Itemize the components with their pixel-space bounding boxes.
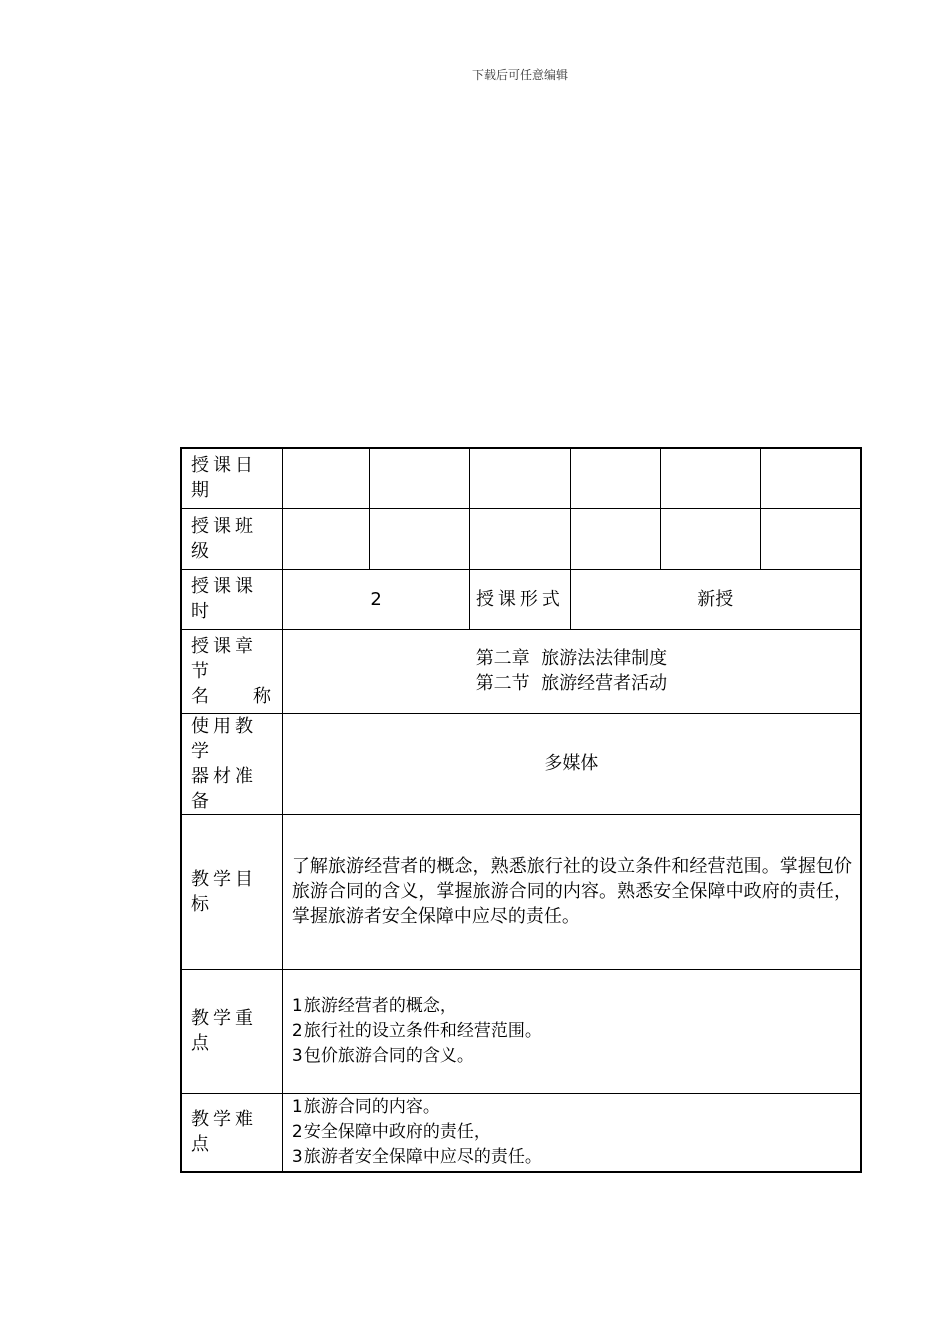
hours-value: 2 xyxy=(282,569,469,629)
class-label: 授课班级 xyxy=(181,508,282,569)
objective-label: 教学目标 xyxy=(181,814,282,969)
equipment-label-line-2: 器材准备 xyxy=(191,765,257,812)
date-cell-6[interactable] xyxy=(761,448,861,508)
class-cell-2[interactable] xyxy=(369,508,469,569)
objective-cell xyxy=(282,814,861,969)
chapter-label xyxy=(181,629,282,713)
difficulty-item: 2安全保障中政府的责任， xyxy=(291,1121,491,1142)
row-class xyxy=(181,508,861,569)
class-cell-4[interactable] xyxy=(570,508,660,569)
difficulties-cell xyxy=(282,1093,861,1172)
lesson-plan-table xyxy=(180,447,862,1173)
class-cell-6[interactable] xyxy=(761,508,861,569)
class-cell-1[interactable] xyxy=(282,508,369,569)
form-value: 新授 xyxy=(570,569,861,629)
date-cell-1[interactable] xyxy=(282,448,369,508)
date-label: 授课日期 xyxy=(181,448,282,508)
objective-text: 了解旅游经营者的概念，熟悉旅行社的设立条件和经营范围。掌握包价旅游合同的含义，掌握旅游合同的内容。熟悉安全保障中政府的责任，掌握旅游者安全保障中应尽的责任。 xyxy=(291,856,852,927)
key-points-label: 教学重点 xyxy=(181,969,282,1093)
chapter-label-line-1: 授课章节 xyxy=(191,635,257,682)
row-chapter xyxy=(181,629,861,713)
chapter-line-1: 第二章 旅游法法律制度 xyxy=(475,648,668,669)
class-cell-5[interactable] xyxy=(660,508,760,569)
key-point-item: 1旅游经营者的概念， xyxy=(291,995,457,1016)
key-point-item: 3包价旅游合同的含义。 xyxy=(291,1045,474,1066)
date-cell-2[interactable] xyxy=(369,448,469,508)
difficulty-item: 3旅游者安全保障中应尽的责任。 xyxy=(291,1146,542,1167)
row-difficulties xyxy=(181,1093,861,1172)
chapter-name xyxy=(282,629,861,713)
hours-label: 授课课时 xyxy=(181,569,282,629)
header-note: 下载后可任意编辑 xyxy=(471,68,568,82)
difficulties-label: 教学难点 xyxy=(181,1093,282,1172)
chapter-line-2: 第二节 旅游经营者活动 xyxy=(475,673,668,694)
row-hours xyxy=(181,569,861,629)
date-cell-5[interactable] xyxy=(660,448,760,508)
row-objective xyxy=(181,814,861,969)
row-date xyxy=(181,448,861,508)
row-key-points xyxy=(181,969,861,1093)
form-label: 授课形式 xyxy=(470,569,570,629)
chapter-label-line-2: 名 称 xyxy=(191,685,271,707)
row-equipment xyxy=(181,713,861,814)
key-point-item: 2旅行社的设立条件和经营范围。 xyxy=(291,1020,542,1041)
date-cell-3[interactable] xyxy=(470,448,570,508)
class-cell-3[interactable] xyxy=(470,508,570,569)
equipment-value: 多媒体 xyxy=(282,713,861,814)
key-points-cell xyxy=(282,969,861,1093)
date-cell-4[interactable] xyxy=(570,448,660,508)
difficulty-item: 1旅游合同的内容。 xyxy=(291,1096,440,1117)
equipment-label xyxy=(181,713,282,814)
equipment-label-line-1: 使用教学 xyxy=(191,715,257,762)
